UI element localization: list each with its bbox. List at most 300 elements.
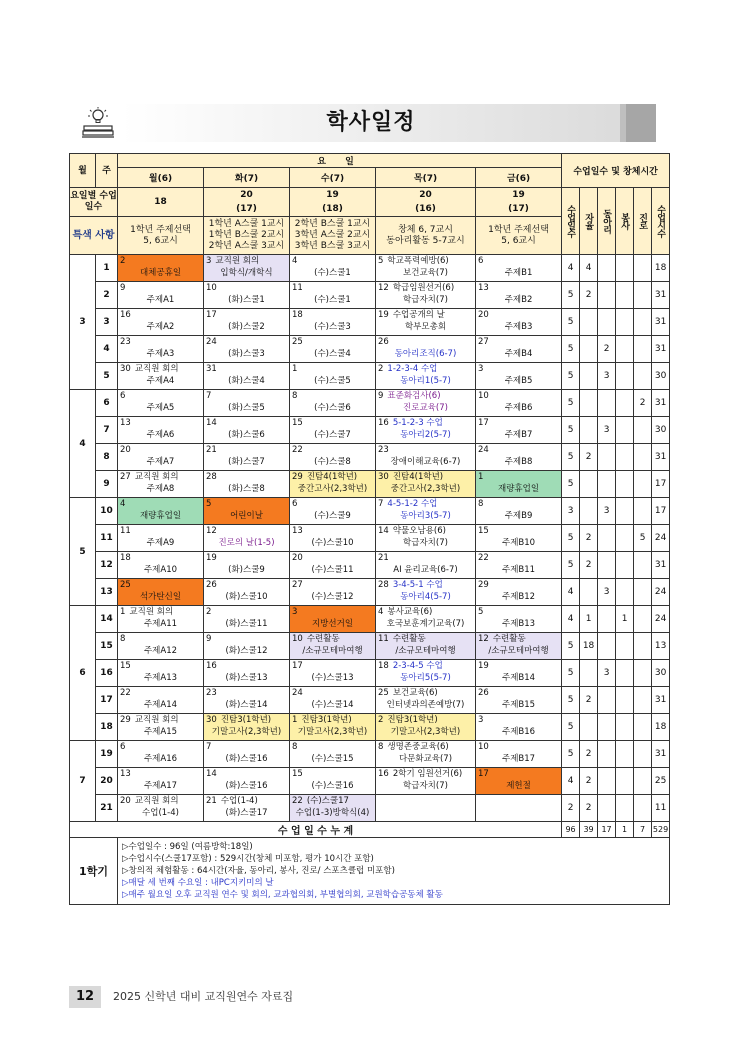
- day-cell: [290, 255, 376, 282]
- event-line-2: 호국보훈계기교육(7): [386, 619, 465, 629]
- day-cell: [204, 363, 290, 390]
- day-header-thu: 목(7): [376, 168, 476, 188]
- note-item: ▷창의적 체험활동 : 64시간(자율, 동아리, 봉사, 진로/ 스포츠클럽 미포함): [122, 866, 395, 876]
- event-line-2: 주제A4: [146, 376, 175, 386]
- event-line-1: 교직원 회의: [134, 364, 179, 374]
- event-line-1: 교직원 회의: [129, 607, 174, 617]
- note-item: ▷수업시수(스쿨17포함) : 529시간(창체 미포함, 평가 10시간 포함): [122, 854, 374, 864]
- date-number: 27: [292, 580, 303, 590]
- event-line-2: 석가탄신일: [139, 592, 182, 602]
- summary-value: 30: [652, 363, 670, 390]
- day-cell: [476, 579, 562, 606]
- week-number: 7: [96, 417, 118, 444]
- event-line-2: 수업(1-4): [142, 808, 179, 818]
- week-number: 12: [96, 552, 118, 579]
- date-number: 5: [478, 607, 484, 617]
- date-number: 7: [206, 391, 212, 401]
- event-line-2: 주제A17: [143, 781, 178, 791]
- day-cell: [204, 282, 290, 309]
- date-number: 23: [206, 688, 217, 698]
- summary-value: 5: [562, 687, 580, 714]
- summary-value: 30: [652, 417, 670, 444]
- summary-value: [634, 336, 652, 363]
- summary-value: [598, 444, 616, 471]
- count-tue: 20 (17): [204, 188, 290, 217]
- summary-value: [616, 417, 634, 444]
- summary-value: 4: [580, 255, 598, 282]
- summary-value: [634, 309, 652, 336]
- event-line-2: 주제A1: [146, 295, 175, 305]
- day-cell: [290, 498, 376, 525]
- summary-value: [598, 552, 616, 579]
- col-career: 진로: [634, 188, 652, 255]
- day-cell: [290, 768, 376, 795]
- date-number: 26: [206, 580, 217, 590]
- day-cell: [204, 255, 290, 282]
- event-line-2: 주제B10: [501, 538, 536, 548]
- date-number: 29: [478, 580, 489, 590]
- col-autonomy: 자율: [580, 188, 598, 255]
- summary-header: 수업일수 및 창체시간: [562, 154, 670, 188]
- event-line-2: (수)스쿨6: [314, 403, 351, 413]
- lightbulb-book-icon: [80, 106, 116, 140]
- date-number: 18: [378, 661, 389, 671]
- summary-value: [634, 552, 652, 579]
- summary-value: [598, 768, 616, 795]
- summary-value: 25: [652, 768, 670, 795]
- day-cell: [118, 498, 204, 525]
- week-number: 10: [96, 498, 118, 525]
- event-line-2: 학급자치(7): [403, 781, 448, 791]
- col-days: 수업일수: [562, 188, 580, 255]
- week-number: 21: [96, 795, 118, 822]
- event-line-2: 기말고사(2,3학년): [297, 727, 368, 737]
- date-number: 8: [120, 634, 126, 644]
- event-line-1: 학교폭력예방(6): [387, 256, 449, 266]
- event-line-2: 주제A9: [146, 538, 175, 548]
- day-cell: [376, 795, 476, 822]
- date-number: 2: [378, 715, 384, 725]
- summary-value: 5: [562, 309, 580, 336]
- event-line-1: 교직원 회의: [134, 715, 179, 725]
- week-number: 14: [96, 606, 118, 633]
- day-cell: [290, 714, 376, 741]
- week-row: [70, 768, 670, 795]
- week-row: [70, 336, 670, 363]
- summary-value: 31: [652, 390, 670, 417]
- month-cell: 4: [70, 390, 96, 498]
- date-number: 3: [206, 256, 212, 266]
- week-row: [70, 552, 670, 579]
- week-row: [70, 282, 670, 309]
- summary-value: 5: [562, 363, 580, 390]
- date-number: 25: [120, 580, 131, 590]
- summary-value: 2: [580, 444, 598, 471]
- day-header-tue: 화(7): [204, 168, 290, 188]
- day-cell: [376, 633, 476, 660]
- week-row: [70, 309, 670, 336]
- event-line-2: 장애이해교육(6-7): [390, 457, 461, 467]
- week-row: [70, 795, 670, 822]
- event-line-2: 주제A10: [143, 565, 178, 575]
- day-cell: [376, 282, 476, 309]
- event-line-1: 교직원 회의: [134, 472, 179, 482]
- day-cell: [476, 255, 562, 282]
- footer-text: 2025 신학년 대비 교직원연수 자료집: [113, 990, 294, 1003]
- day-cell: [118, 309, 204, 336]
- date-number: 6: [292, 499, 298, 509]
- summary-value: 18: [652, 255, 670, 282]
- day-cell: [204, 417, 290, 444]
- summary-value: 18: [580, 633, 598, 660]
- day-cell: [376, 255, 476, 282]
- summary-value: 5: [562, 336, 580, 363]
- counts-label: 요일별 수업 일수: [70, 188, 118, 217]
- day-cell: [376, 660, 476, 687]
- event-line-2: 주제B2: [504, 295, 533, 305]
- event-line-2: 주제B12: [501, 592, 536, 602]
- event-line-2: /소규모테마여행: [302, 646, 363, 656]
- day-cell: [204, 471, 290, 498]
- summary-value: 2: [580, 552, 598, 579]
- summary-value: [616, 309, 634, 336]
- col-club: 동아리: [598, 188, 616, 255]
- summary-value: [598, 606, 616, 633]
- date-number: 4: [120, 499, 126, 509]
- date-number: 31: [206, 364, 217, 374]
- summary-value: [616, 633, 634, 660]
- day-cell: [376, 687, 476, 714]
- event-line-2: (화)스쿨12: [225, 646, 268, 656]
- day-cell: [204, 579, 290, 606]
- total-row: [70, 822, 670, 838]
- event-line-2: 주제B16: [501, 727, 536, 737]
- week-number: 17: [96, 687, 118, 714]
- weekday-header: 요 일: [118, 154, 562, 168]
- date-number: 29: [120, 715, 131, 725]
- date-number: 22: [478, 553, 489, 563]
- day-cell: [118, 741, 204, 768]
- summary-value: [580, 660, 598, 687]
- summary-value: [598, 687, 616, 714]
- day-cell: [290, 606, 376, 633]
- day-cell: [204, 795, 290, 822]
- date-number: 8: [378, 742, 384, 752]
- special-label: 특색 사항: [70, 217, 118, 255]
- event-line-2: (수)스쿨10: [311, 538, 354, 548]
- semester-label: 1학기: [70, 838, 118, 905]
- day-cell: [376, 714, 476, 741]
- event-line-1: 수련활동: [306, 634, 340, 644]
- summary-value: 31: [652, 309, 670, 336]
- date-number: 18: [292, 310, 303, 320]
- event-line-2: (수)스쿨5: [314, 376, 351, 386]
- summary-value: 2: [634, 390, 652, 417]
- special-mon: 1학년 주제선택 5, 6교시: [118, 217, 204, 255]
- summary-value: 3: [598, 660, 616, 687]
- week-row: [70, 471, 670, 498]
- date-number: 25: [292, 337, 303, 347]
- day-cell: [118, 714, 204, 741]
- day-cell: [204, 444, 290, 471]
- date-number: 20: [478, 310, 489, 320]
- day-cell: [118, 660, 204, 687]
- event-line-2: (화)스쿨2: [228, 322, 265, 332]
- day-cell: [204, 309, 290, 336]
- summary-value: 31: [652, 552, 670, 579]
- date-number: 14: [378, 526, 389, 536]
- summary-value: 3: [598, 498, 616, 525]
- date-number: 26: [378, 337, 389, 347]
- summary-value: 2: [580, 687, 598, 714]
- summary-value: 11: [652, 795, 670, 822]
- summary-value: [616, 282, 634, 309]
- date-number: 21: [206, 796, 217, 806]
- day-cell: [204, 498, 290, 525]
- event-line-2: 진로교육(7): [403, 403, 448, 413]
- day-cell: [290, 741, 376, 768]
- date-number: 22: [120, 688, 131, 698]
- date-number: 21: [206, 445, 217, 455]
- total-value: 39: [580, 822, 598, 838]
- date-number: 20: [120, 796, 131, 806]
- day-cell: [476, 795, 562, 822]
- event-line-1: 봉사교육(6): [387, 607, 433, 617]
- week-row: [70, 417, 670, 444]
- summary-value: [616, 525, 634, 552]
- summary-value: 2: [580, 795, 598, 822]
- day-header-fri: 금(6): [476, 168, 562, 188]
- summary-value: 5: [562, 714, 580, 741]
- summary-value: 2: [562, 795, 580, 822]
- event-line-1: 진탐3(1학년): [387, 715, 438, 725]
- date-number: 3: [292, 607, 298, 617]
- event-line-2: 입학식/개학식: [220, 268, 273, 278]
- event-line-2: (화)스쿨9: [228, 565, 265, 575]
- day-cell: [118, 255, 204, 282]
- day-cell: [476, 525, 562, 552]
- summary-value: 5: [562, 552, 580, 579]
- day-cell: [290, 417, 376, 444]
- date-number: 23: [120, 337, 131, 347]
- summary-value: 5: [562, 660, 580, 687]
- event-line-2: 동아리4(5-7): [400, 592, 451, 602]
- month-cell: 6: [70, 606, 96, 741]
- day-cell: [204, 768, 290, 795]
- event-line-2: (화)스쿨17: [225, 808, 268, 818]
- date-number: 3: [478, 364, 484, 374]
- special-fri: 1학년 주제선택 5, 6교시: [476, 217, 562, 255]
- date-number: 6: [120, 391, 126, 401]
- summary-value: 5: [634, 525, 652, 552]
- event-line-2: (화)스쿨16: [225, 781, 268, 791]
- date-number: 16: [120, 310, 131, 320]
- day-cell: [476, 390, 562, 417]
- week-row: [70, 606, 670, 633]
- event-line-2: 주제B3: [504, 322, 533, 332]
- date-number: 12: [378, 283, 389, 293]
- day-cell: [118, 579, 204, 606]
- event-line-2: (화)스쿨10: [225, 592, 268, 602]
- date-number: 1: [292, 364, 298, 374]
- date-number: 19: [478, 661, 489, 671]
- date-number: 24: [206, 337, 217, 347]
- day-cell: [376, 390, 476, 417]
- summary-value: [598, 741, 616, 768]
- date-number: 24: [478, 445, 489, 455]
- summary-value: 3: [562, 498, 580, 525]
- day-cell: [118, 633, 204, 660]
- day-cell: [204, 633, 290, 660]
- date-number: 27: [478, 337, 489, 347]
- summary-value: 5: [562, 417, 580, 444]
- date-number: 27: [120, 472, 131, 482]
- summary-value: 31: [652, 687, 670, 714]
- day-cell: [204, 741, 290, 768]
- event-line-2: 학급자치(7): [403, 538, 448, 548]
- event-line-2: (수)스쿨1: [314, 295, 351, 305]
- event-line-2: 주제B14: [501, 673, 536, 683]
- summary-value: 24: [652, 525, 670, 552]
- date-number: 30: [206, 715, 217, 725]
- date-number: 15: [292, 769, 303, 779]
- day-cell: [118, 525, 204, 552]
- event-line-2: 재량휴업일: [498, 484, 540, 494]
- event-line-2: 동아리1(5-7): [400, 376, 451, 386]
- event-line-2: (화)스쿨11: [225, 619, 268, 629]
- week-row: [70, 741, 670, 768]
- date-number: 11: [120, 526, 131, 536]
- event-line-2: 학급자치(7): [403, 295, 448, 305]
- week-row: [70, 660, 670, 687]
- day-cell: [204, 390, 290, 417]
- summary-value: 13: [652, 633, 670, 660]
- event-line-1: 수련활동: [392, 634, 426, 644]
- day-cell: [476, 309, 562, 336]
- event-line-1: 표준화검사(6): [387, 391, 441, 401]
- event-line-2: (수)스쿨9: [314, 511, 351, 521]
- event-line-2: 주제A12: [143, 646, 178, 656]
- date-number: 21: [378, 553, 389, 563]
- date-number: 20: [292, 553, 303, 563]
- day-cell: [118, 687, 204, 714]
- summary-value: [634, 498, 652, 525]
- day-cell: [290, 471, 376, 498]
- summary-value: [616, 795, 634, 822]
- event-line-2: (수)스쿨8: [314, 457, 351, 467]
- month-cell: 7: [70, 741, 96, 822]
- date-number: 15: [478, 526, 489, 536]
- event-line-1: 교직원 회의: [215, 256, 260, 266]
- summary-value: 2: [580, 282, 598, 309]
- day-cell: [476, 417, 562, 444]
- summary-value: [634, 606, 652, 633]
- event-line-2: 주제B1: [504, 268, 533, 278]
- event-line-2: 주제B9: [504, 511, 533, 521]
- day-cell: [376, 417, 476, 444]
- day-cell: [290, 309, 376, 336]
- date-number: 8: [292, 391, 298, 401]
- summary-value: 31: [652, 741, 670, 768]
- week-header: 주: [96, 154, 118, 188]
- summary-value: [634, 741, 652, 768]
- summary-value: 5: [562, 633, 580, 660]
- event-line-2: 수업(1-3)방학식(4): [295, 808, 370, 818]
- summary-value: [616, 687, 634, 714]
- day-cell: [376, 498, 476, 525]
- day-cell: [476, 633, 562, 660]
- summary-value: [598, 714, 616, 741]
- event-line-2: (화)스쿨1: [228, 295, 265, 305]
- summary-value: [616, 255, 634, 282]
- day-cell: [476, 714, 562, 741]
- title-bar-accent-dark: [626, 104, 656, 142]
- week-row: [70, 633, 670, 660]
- event-line-2: /소규모테마여행: [488, 646, 549, 656]
- week-number: 18: [96, 714, 118, 741]
- day-cell: [376, 606, 476, 633]
- event-line-2: 주제A6: [146, 430, 175, 440]
- date-number: 26: [478, 688, 489, 698]
- date-number: 6: [120, 742, 126, 752]
- summary-value: [598, 255, 616, 282]
- day-cell: [376, 768, 476, 795]
- date-number: 11: [378, 634, 389, 644]
- summary-value: 5: [562, 444, 580, 471]
- day-cell: [476, 282, 562, 309]
- day-cell: [290, 282, 376, 309]
- summary-value: [634, 471, 652, 498]
- summary-value: [580, 498, 598, 525]
- event-line-1: 3-4-5-1 수업: [392, 580, 443, 590]
- summary-value: 2: [580, 768, 598, 795]
- date-number: 14: [206, 418, 217, 428]
- summary-value: [580, 417, 598, 444]
- day-cell: [376, 525, 476, 552]
- summary-value: [598, 282, 616, 309]
- date-number: 1: [292, 715, 298, 725]
- event-line-2: 제헌절: [506, 781, 531, 791]
- summary-value: 17: [652, 498, 670, 525]
- summary-value: 5: [562, 525, 580, 552]
- date-number: 13: [120, 769, 131, 779]
- date-number: 14: [206, 769, 217, 779]
- summary-value: 2: [598, 336, 616, 363]
- week-number: 4: [96, 336, 118, 363]
- day-cell: [476, 498, 562, 525]
- event-line-2: 주제B13: [501, 619, 536, 629]
- day-cell: [118, 768, 204, 795]
- event-line-2: 재량휴업일: [139, 511, 182, 521]
- summary-value: [616, 714, 634, 741]
- summary-value: 5: [562, 471, 580, 498]
- day-cell: [290, 525, 376, 552]
- event-line-1: 생명존중교육(6): [387, 742, 449, 752]
- event-line-2: (화)스쿨16: [225, 754, 268, 764]
- day-cell: [118, 390, 204, 417]
- event-line-2: 주제A16: [143, 754, 178, 764]
- event-line-2: 어린이날: [230, 511, 263, 521]
- week-row: [70, 390, 670, 417]
- summary-value: 3: [598, 417, 616, 444]
- day-cell: [290, 444, 376, 471]
- day-cell: [476, 552, 562, 579]
- week-row: [70, 498, 670, 525]
- week-number: 8: [96, 444, 118, 471]
- day-cell: [376, 741, 476, 768]
- day-cell: [204, 552, 290, 579]
- date-number: 30: [378, 472, 389, 482]
